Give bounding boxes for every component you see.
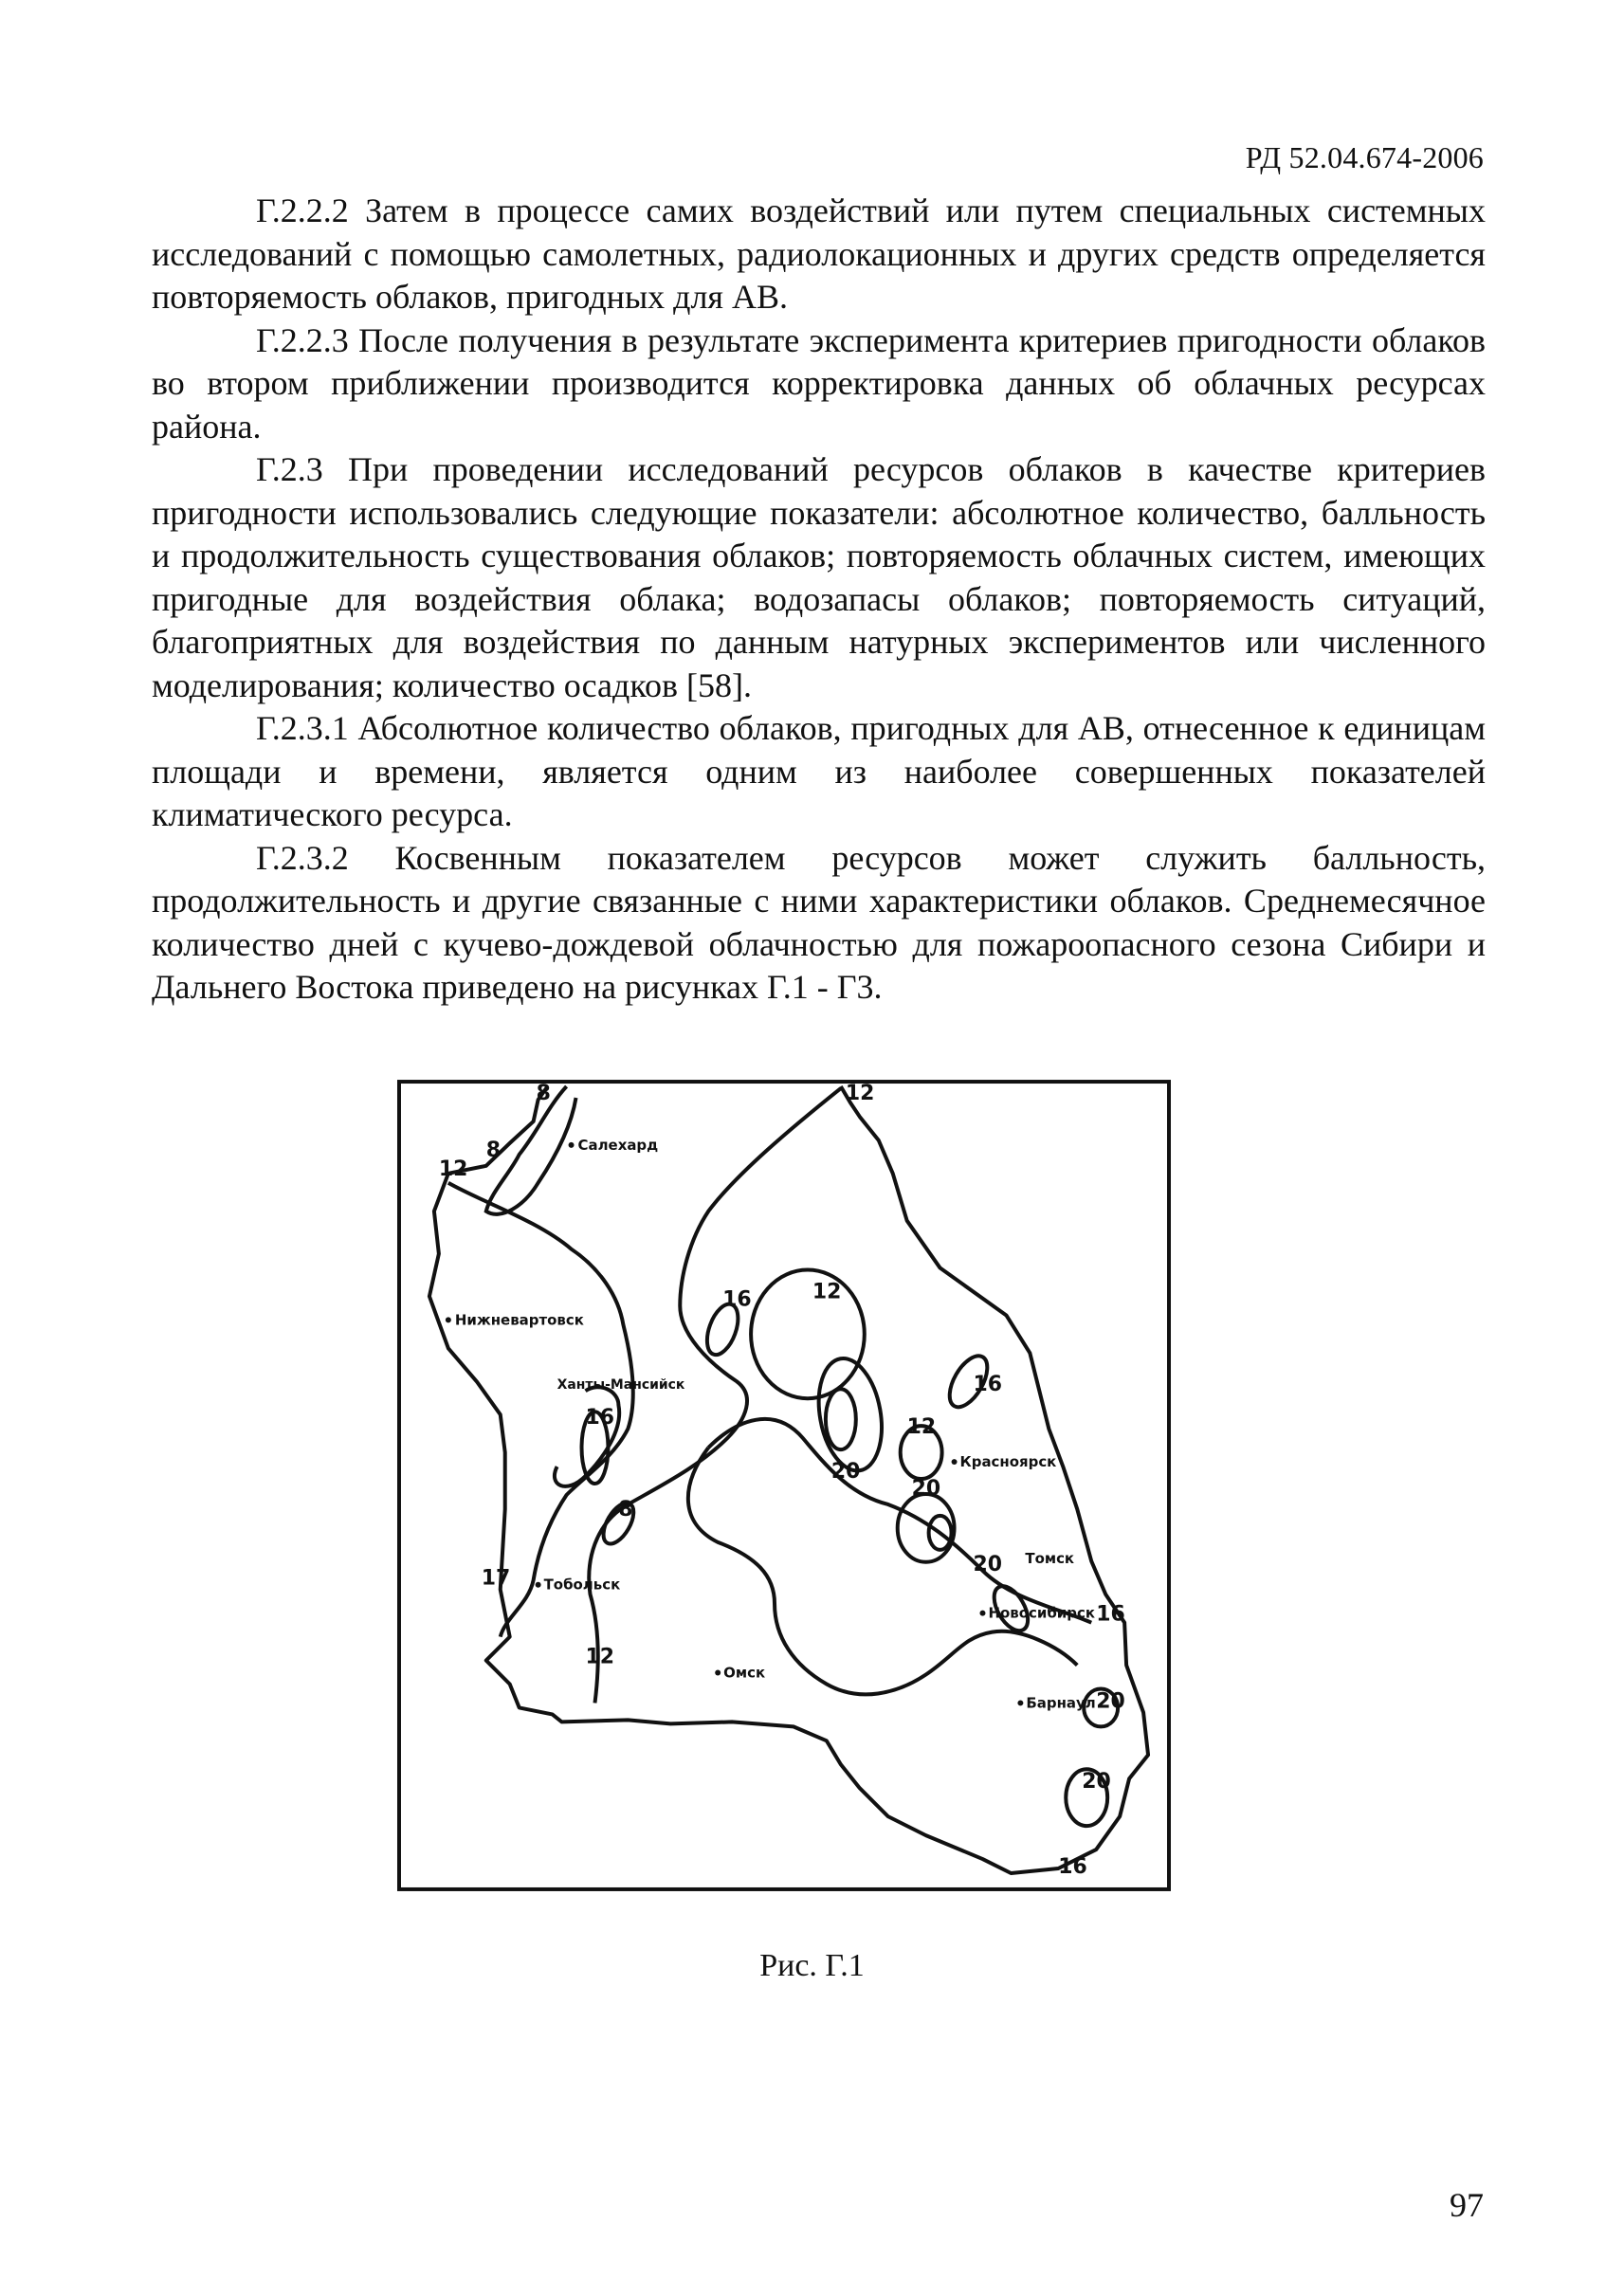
page-number: 97: [1450, 2186, 1484, 2224]
map-border: [399, 1082, 1169, 1889]
isoline-label: 8: [536, 1081, 551, 1105]
paragraph: Г.2.2.3 После получения в результате эксперимента критериев пригодности облаков во втором приближении производится корректировка данных об облачных ресурсах района.: [152, 320, 1486, 446]
city-label: Томск: [1025, 1549, 1075, 1567]
paragraph: Г.2.3 При проведении исследований ресурсов облаков в качестве критериев пригодности использовались следующие показатели: абсолютное количество, балльность и продолжительность существования облаков; повторяемость облачных систем, имеющих пригодные для воздействия облака; водозапасы облаков; повторяемость ситуаций, благоприятных для воздействия по данным натурных экспериментов или численного моделирования; количество осадков [58].: [152, 450, 1486, 704]
isoline-label: 20: [973, 1552, 1003, 1576]
city-label: Тобольск: [543, 1576, 621, 1594]
city-marker: [1017, 1700, 1023, 1705]
isoline-label: 12: [585, 1645, 615, 1669]
city-label: Новосибирск: [988, 1604, 1095, 1622]
isoline-label: 16: [585, 1406, 615, 1430]
isoline-label: 16: [1058, 1855, 1087, 1879]
isoline-label: 17: [481, 1566, 511, 1591]
city-marker: [446, 1317, 451, 1322]
city-marker: [536, 1582, 541, 1588]
document-code: РД 52.04.674-2006: [1245, 140, 1484, 174]
city-label: Барнаул: [1026, 1694, 1096, 1712]
map-figure: [396, 1078, 1172, 1893]
city-marker: [952, 1459, 958, 1465]
city-label: Омск: [723, 1664, 766, 1682]
city-label: Нижневартовск: [454, 1311, 584, 1329]
city-label: Салехард: [577, 1136, 659, 1154]
paragraph: Г.2.3.2 Косвенным показателем ресурсов может служить балльность, продолжительность и другие связанные с ними характеристики облаков. Среднемесячное количество дней с кучево-дождевой облачностью для пожароопасного сезона Сибири и Дальнего Востока приведено на рисунках Г.1 - Г3.: [152, 838, 1486, 1006]
isoline-label: 20: [911, 1476, 941, 1501]
city-label: Красноярск: [959, 1453, 1057, 1471]
isoline-label: 16: [1096, 1602, 1125, 1627]
isoline-label: 12: [845, 1081, 875, 1105]
isoline-label: 12: [438, 1157, 468, 1181]
isoline-label: 20: [1096, 1689, 1125, 1714]
isoline-label: 12: [906, 1415, 937, 1440]
isoline-map: [396, 1078, 1172, 1893]
isoline-label: 20: [830, 1460, 861, 1485]
isoline-label: 8: [618, 1497, 633, 1522]
isoline-label: 16: [722, 1287, 752, 1312]
isoline-label: 12: [812, 1280, 842, 1304]
body-text: [152, 190, 1486, 1010]
paragraph: Г.2.2.2 Затем в процессе самих воздействий или путем специальных системных исследований с помощью самолетных, радиолокационных и других средств определяется повторяемость облаков, пригодных для АВ.: [152, 191, 1486, 316]
city-marker: [569, 1142, 575, 1148]
isoline-label: 16: [973, 1373, 1003, 1397]
isoline-label: 20: [1082, 1770, 1111, 1795]
city-label: Ханты-Мансийск: [557, 1377, 685, 1394]
paragraph: Г.2.3.1 Абсолютное количество облаков, пригодных для АВ, отнесенное к единицам площади и времени, является одним из наиболее совершенных показателей климатического ресурса.: [152, 709, 1486, 833]
city-marker: [979, 1611, 985, 1616]
isoline-label: 8: [485, 1138, 502, 1162]
figure-caption: Рис. Г.1: [759, 1948, 865, 1983]
city-marker: [715, 1670, 721, 1676]
